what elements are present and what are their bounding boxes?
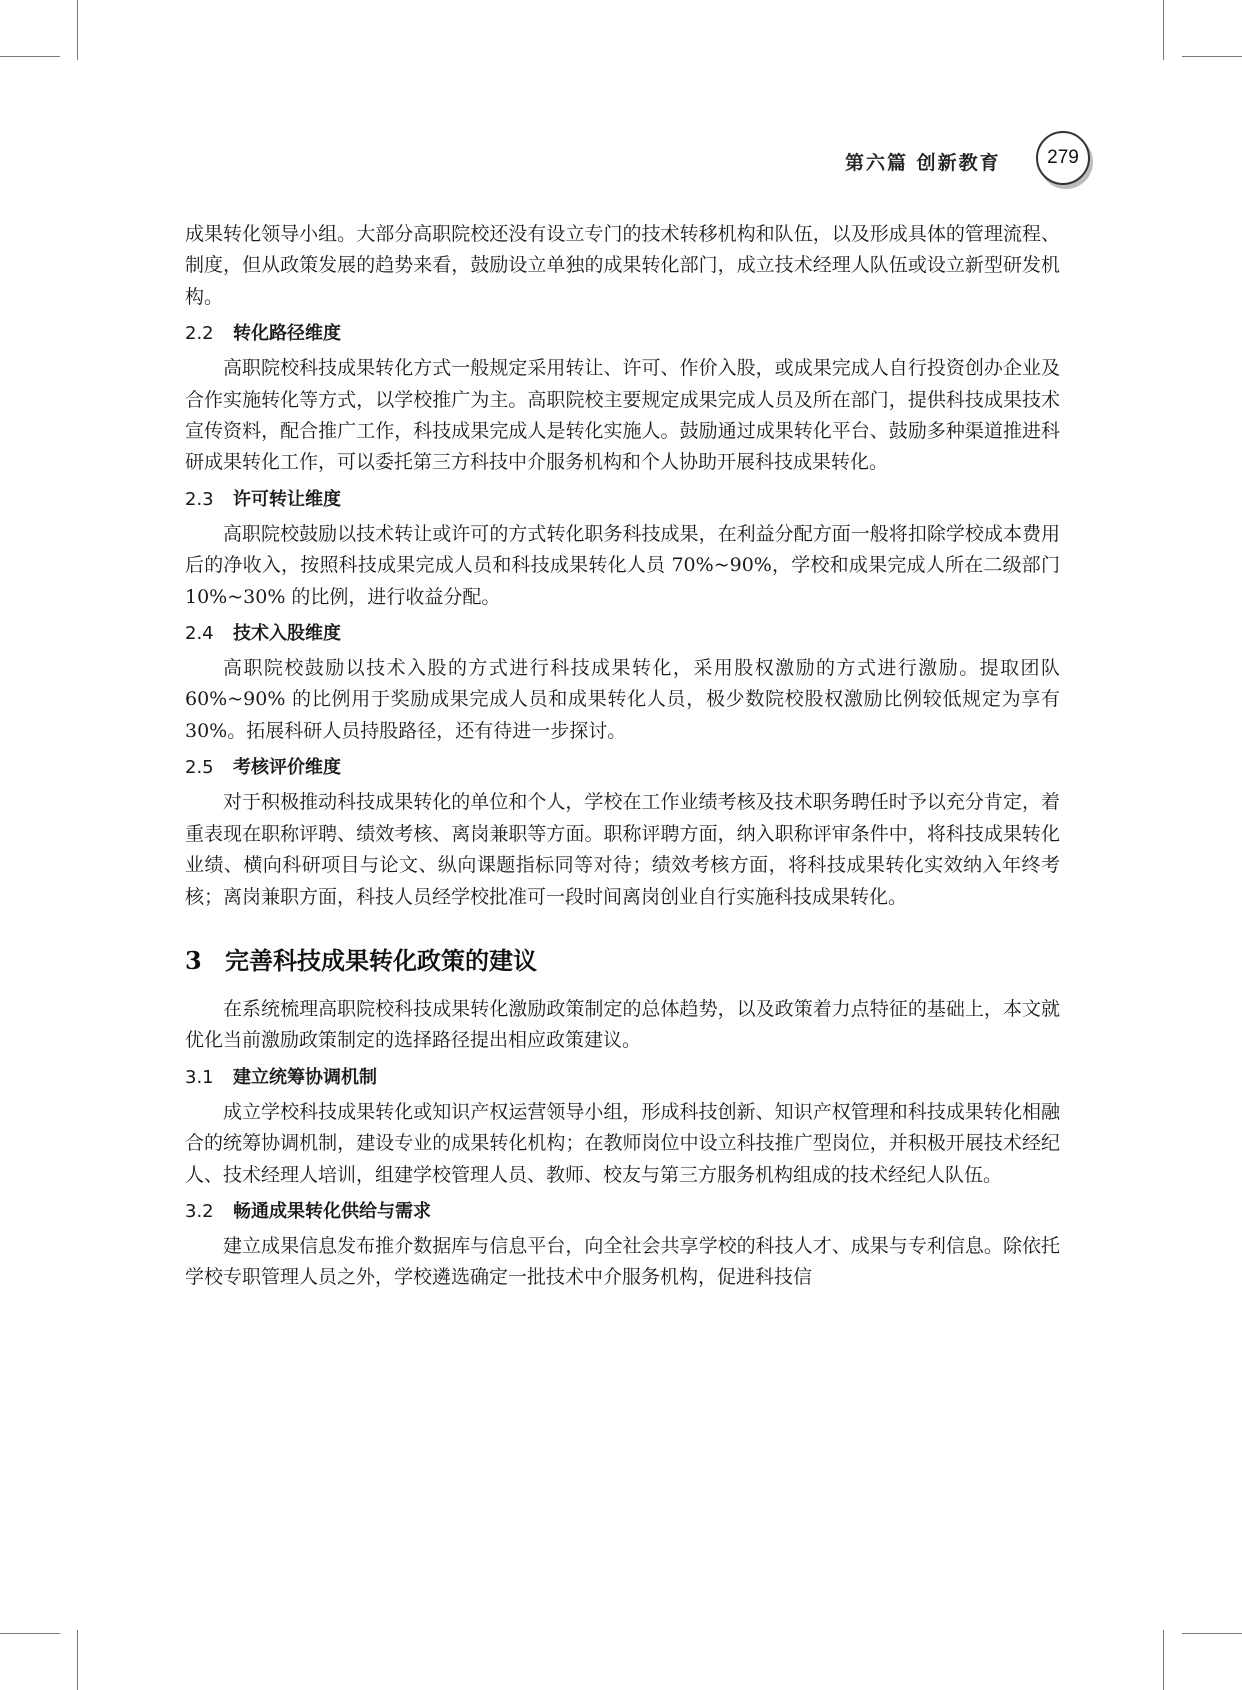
section-title: 建立统筹协调机制 <box>233 1066 377 1088</box>
section-title: 许可转让维度 <box>233 488 341 510</box>
paragraph: 成果转化领导小组。大部分高职院校还没有设立专门的技术转移机构和队伍，以及形成具体的管理流程、制度，但从政策发展的趋势来看，鼓励设立单独的成果转化部门，成立技术经理人队伍或设立新型研发机构。 <box>185 223 1060 308</box>
section-title: 畅通成果转化供给与需求 <box>233 1200 431 1222</box>
crop-mark <box>0 56 60 57</box>
paragraph: 在系统梳理高职院校科技成果转化激励政策制定的总体趋势，以及政策着力点特征的基础上，本文就优化当前激励政策制定的选择路径提出相应政策建议。 <box>185 997 1060 1052</box>
crop-mark <box>1163 1630 1164 1690</box>
paragraph: 高职院校科技成果转化方式一般规定采用转让、许可、作价入股，或成果完成人自行投资创办企业及合作实施转化等方式，以学校推广为主。高职院校主要规定成果完成人员及所在部门，提供科技成果技术宣传资料，配合推广工作，科技成果完成人是转化实施人。鼓励通过成果转化平台、鼓励多种渠道推进科研成果转化工作，可以委托第三方科技中介服务机构和个人协助开展科技成果转化。 <box>185 357 1060 474</box>
section-number: 2.4 <box>185 623 214 645</box>
section-heading-2-2 <box>185 319 1060 345</box>
page-body <box>185 219 1060 1294</box>
chapter-heading-3 <box>185 941 1060 976</box>
section-heading-2-5 <box>185 753 1060 779</box>
section-title: 转化路径维度 <box>233 323 341 345</box>
paragraph: 成立学校科技成果转化或知识产权运营领导小组，形成科技创新、知识产权管理和科技成果转化相融合的统筹协调机制，建设专业的成果转化机构；在教师岗位中设立科技推广型岗位，并积极开展技术经纪人、技术经理人培训，组建学校管理人员、教师、校友与第三方服务机构组成的技术经纪人队伍。 <box>185 1100 1060 1186</box>
chapter-number: 3 <box>185 945 202 975</box>
section-heading-3-1 <box>185 1063 1060 1089</box>
section-title: 技术入股维度 <box>233 623 341 645</box>
crop-mark <box>77 0 78 60</box>
page-number: 279 <box>1036 131 1090 185</box>
paragraph: 建立成果信息发布推介数据库与信息平台，向全社会共享学校的科技人才、成果与专利信息。除依托学校专职管理人员之外，学校遴选确定一批技术中介服务机构，促进科技信 <box>185 1234 1060 1289</box>
paragraph: 高职院校鼓励以技术入股的方式进行科技成果转化，采用股权激励的方式进行激励。提取团队 60%~90% 的比例用于奖励成果完成人员和成果转化人员，极少数院校股权激励比例较低规定为享有 30%。拓展科研人员持股路径，还有待进一步探讨。 <box>185 657 1060 742</box>
section-title: 考核评价维度 <box>233 757 341 779</box>
crop-mark <box>0 1633 60 1634</box>
section-heading-2-4 <box>185 619 1060 645</box>
crop-mark <box>1182 1633 1242 1634</box>
crop-mark <box>1163 0 1164 60</box>
section-heading-2-3 <box>185 485 1060 511</box>
crop-mark <box>1182 56 1242 57</box>
chapter-title: 完善科技成果转化政策的建议 <box>225 945 537 975</box>
crop-mark <box>77 1630 78 1690</box>
running-head: 第六篇 创新教育 <box>845 152 1001 174</box>
section-number: 3.1 <box>185 1066 214 1088</box>
section-number: 2.3 <box>185 488 214 510</box>
paragraph: 对于积极推动科技成果转化的单位和个人，学校在工作业绩考核及技术职务聘任时予以充分肯定，着重表现在职称评聘、绩效考核、离岗兼职等方面。职称评聘方面，纳入职称评审条件中，将科技成果转化业绩、横向科研项目与论文、纵向课题指标同等对待；绩效考核方面，将科技成果转化实效纳入年终考核；离岗兼职方面，科技人员经学校批准可一段时间离岗创业自行实施科技成果转化。 <box>185 791 1060 908</box>
section-number: 3.2 <box>185 1200 214 1222</box>
paragraph: 高职院校鼓励以技术转让或许可的方式转化职务科技成果，在利益分配方面一般将扣除学校成本费用后的净收入，按照科技成果完成人员和科技成果转化人员 70%~90%，学校和成果完成人所在二级部门 10%~30% 的比例，进行收益分配。 <box>185 522 1060 608</box>
section-number: 2.2 <box>185 323 214 345</box>
section-number: 2.5 <box>185 757 214 779</box>
section-heading-3-2 <box>185 1197 1060 1223</box>
